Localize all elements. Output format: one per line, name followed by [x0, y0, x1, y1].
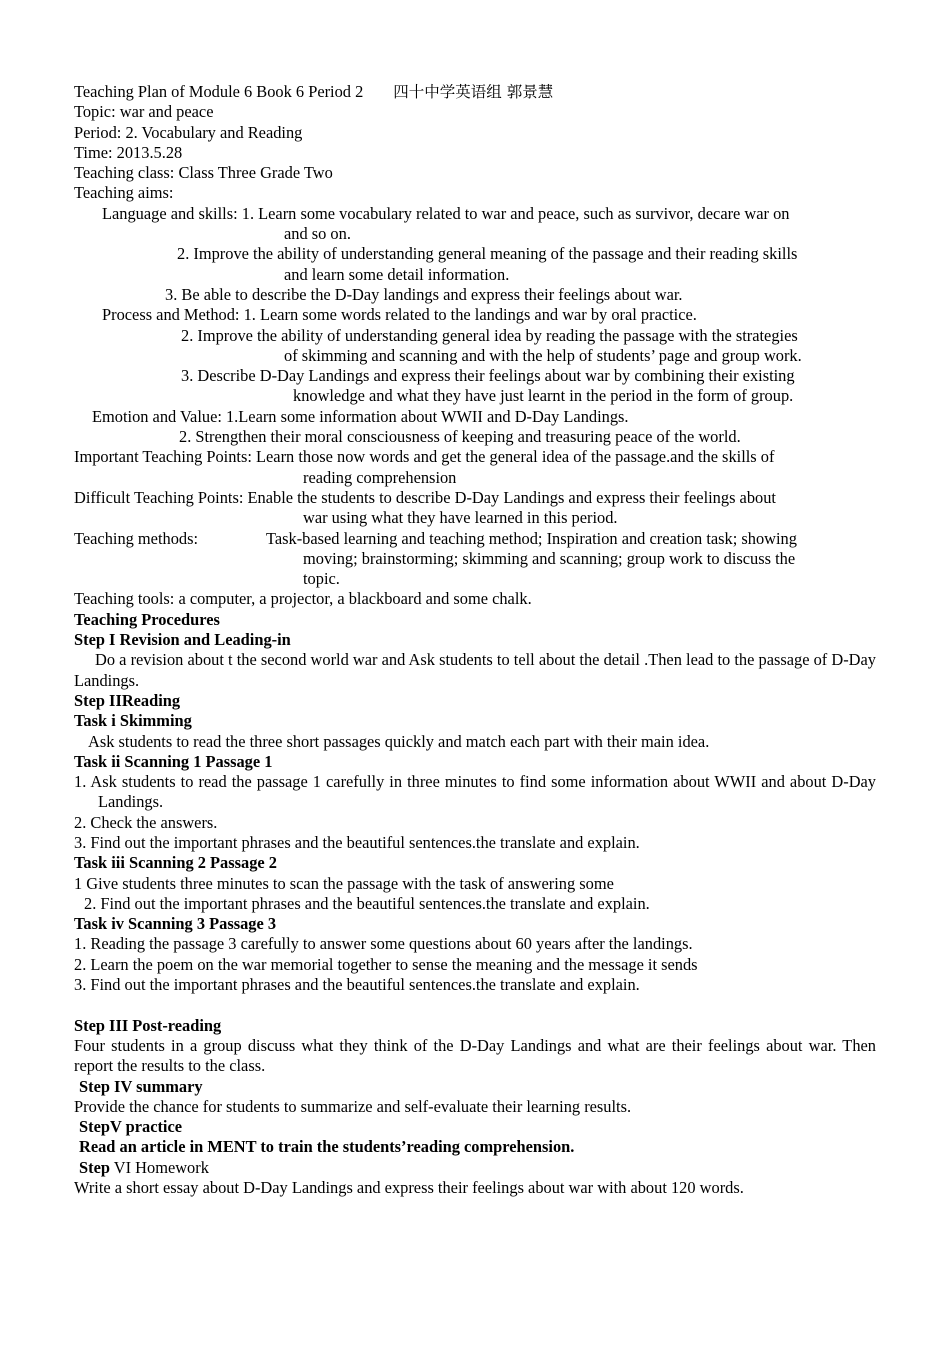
- important-points: Important Teaching Points: Learn those now words and get the general idea of the passage.and the skills of: [74, 447, 775, 467]
- step3-title: Step III Post-reading: [74, 1015, 222, 1035]
- step6-title-line: [74, 1158, 876, 1178]
- aim-language-1: Language and skills: 1. Learn some vocabulary related to war and peace, such as survivor, decare war on: [102, 203, 790, 223]
- task3-item-2: 2. Find out the important phrases and the beautiful sentences.the translate and explain.: [84, 893, 650, 913]
- methods-text-3: topic.: [303, 569, 340, 589]
- task2-item-2: 2. Check the answers.: [74, 812, 218, 832]
- task1-title: Task i Skimming: [74, 711, 192, 731]
- difficult-points: Difficult Teaching Points: Enable the students to describe D-Day Landings and express their feelings about: [74, 487, 776, 507]
- step5-title: StepV practice: [79, 1117, 183, 1137]
- difficult-points-b: war using what they have learned in this period.: [303, 508, 618, 528]
- aim-language-1b: and so on.: [284, 224, 351, 244]
- aim-process-3: 3. Describe D-Day Landings and express their feelings about war by combining their existing: [181, 366, 795, 386]
- methods-label: Teaching methods:: [74, 528, 199, 548]
- aim-process-2: 2. Improve the ability of understanding general idea by reading the passage with the strategies: [181, 325, 798, 345]
- important-points-b: reading comprehension: [303, 467, 457, 487]
- task3-title: Task iii Scanning 2 Passage 2: [74, 853, 277, 873]
- task4-item-1: 1. Reading the passage 3 carefully to answer some questions about 60 years after the landings.: [74, 934, 693, 954]
- step6-text: Write a short essay about D-Day Landings and express their feelings about war with about 120 words.: [74, 1178, 744, 1198]
- document-body: [74, 82, 876, 1198]
- aim-language-2: 2. Improve the ability of understanding general meaning of the passage and their reading skills: [177, 244, 798, 264]
- methods-text-1: Task-based learning and teaching method; Inspiration and creation task; showing: [266, 528, 797, 548]
- step4-title: Step IV summary: [79, 1076, 203, 1096]
- procedures-heading: Teaching Procedures: [74, 609, 220, 629]
- step1-title: Step I Revision and Leading-in: [74, 630, 291, 650]
- time-line: Time: 2013.5.28: [74, 142, 183, 162]
- step5-text: Read an article in MENT to train the students’reading comprehension.: [79, 1137, 575, 1157]
- step4-text: Provide the chance for students to summarize and self-evaluate their learning results.: [74, 1096, 632, 1116]
- step6-title-rest: VI Homework: [109, 1157, 209, 1177]
- title-line: [74, 82, 876, 102]
- aim-emotion-1: Emotion and Value: 1.Learn some information about WWII and D-Day Landings.: [92, 406, 629, 426]
- aims-label: Teaching aims:: [74, 183, 174, 203]
- task2-title: Task ii Scanning 1 Passage 1: [74, 751, 273, 771]
- period-line: Period: 2. Vocabulary and Reading: [74, 122, 303, 142]
- doc-title: Teaching Plan of Module 6 Book 6 Period 2: [74, 82, 364, 101]
- task1-text: Ask students to read the three short passages quickly and match each part with their main idea.: [88, 731, 710, 751]
- task4-title: Task iv Scanning 3 Passage 3: [74, 914, 277, 934]
- topic-line: Topic: war and peace: [74, 102, 214, 122]
- aim-language-2b: and learn some detail information.: [284, 264, 510, 284]
- task2-item-1: 1. Ask students to read the passage 1 carefully in three minutes to find some information about WWII and about D-Day Landings.: [74, 772, 876, 812]
- methods-line: [74, 529, 876, 549]
- step6-title-bold: Step: [79, 1157, 110, 1177]
- step1-text: Do a revision about t the second world war and Ask students to tell about the detail .Then lead to the passage of D-Day Landings.: [74, 650, 876, 690]
- aim-emotion-2: 2. Strengthen their moral consciousness of keeping and treasuring peace of the world.: [179, 427, 741, 447]
- author-cn: 四十中学英语组 郭景慧: [393, 83, 554, 101]
- aim-process-3b: knowledge and what they have just learnt in the period in the form of group.: [293, 386, 794, 406]
- task4-item-3: 3. Find out the important phrases and the beautiful sentences.the translate and explain.: [74, 975, 640, 995]
- methods-text-2: moving; brainstorming; skimming and scanning; group work to discuss the: [303, 548, 796, 568]
- step3-text: Four students in a group discuss what they think of the D-Day Landings and what are their feelings about war. Then report the results to the class.: [74, 1035, 876, 1076]
- task4-item-2: 2. Learn the poem on the war memorial together to sense the meaning and the message it sends: [74, 954, 698, 974]
- aim-process-1: Process and Method: 1. Learn some words related to the landings and war by oral practice.: [102, 305, 697, 325]
- tools-line: Teaching tools: a computer, a projector, a blackboard and some chalk.: [74, 589, 532, 609]
- task2-item-3: 3. Find out the important phrases and the beautiful sentences.the translate and explain.: [74, 832, 640, 852]
- aim-language-3: 3. Be able to describe the D-Day landings and express their feelings about war.: [165, 284, 683, 304]
- class-line: Teaching class: Class Three Grade Two: [74, 163, 333, 183]
- aim-process-2b: of skimming and scanning and with the help of students’ page and group work.: [284, 345, 802, 365]
- task3-item-1: 1 Give students three minutes to scan the passage with the task of answering some: [74, 873, 614, 893]
- step2-title: Step IIReading: [74, 690, 181, 710]
- spacer: [74, 995, 876, 1015]
